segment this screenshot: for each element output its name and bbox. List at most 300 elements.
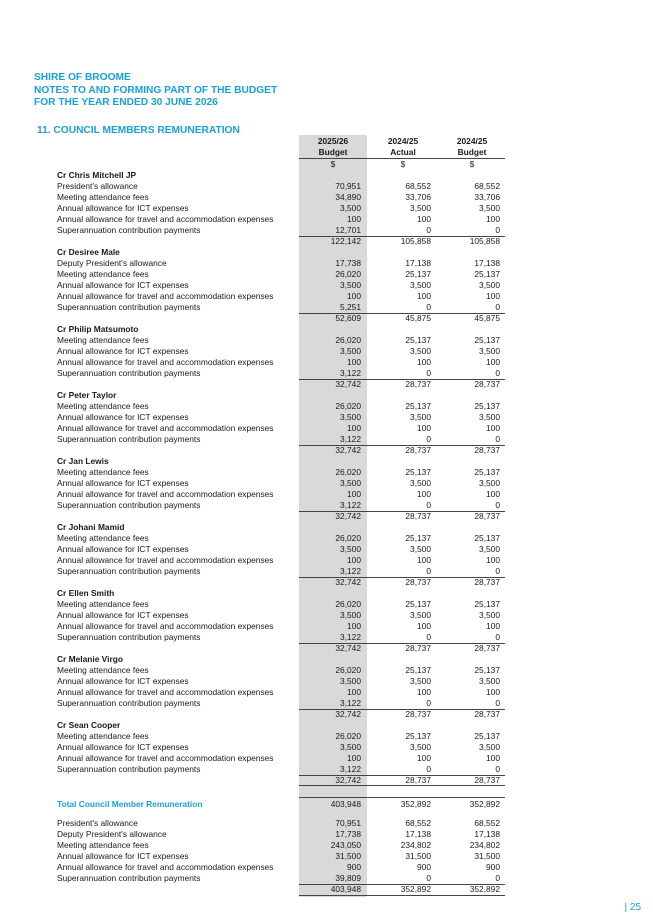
- row-label: Superannuation contribution payments: [57, 632, 201, 642]
- value-2025-26-budget: 32,742: [335, 775, 361, 785]
- value-2025-26-budget: 26,020: [335, 533, 361, 543]
- value-2024-25-actual: 25,137: [405, 665, 431, 675]
- member-name: Cr Sean Cooper: [57, 720, 121, 730]
- value-2025-26-budget: 403,948: [330, 799, 361, 809]
- value-2025-26-budget: 26,020: [335, 467, 361, 477]
- value-2024-25-actual: 3,500: [410, 544, 431, 554]
- table-row: [0, 555, 653, 566]
- value-2025-26-budget: 3,500: [340, 676, 361, 686]
- header-line-2: NOTES TO AND FORMING PART OF THE BUDGET: [34, 84, 278, 96]
- column-header-2025-26-budget: [299, 136, 367, 158]
- row-label: Meeting attendance fees: [57, 192, 149, 202]
- value-2025-26-budget: 100: [347, 214, 361, 224]
- value-2024-25-actual: 28,737: [405, 643, 431, 653]
- value-2024-25-actual: 28,737: [405, 445, 431, 455]
- value-2025-26-budget: 100: [347, 687, 361, 697]
- grand-total-row: [0, 799, 653, 810]
- value-2024-25-actual: 100: [417, 621, 431, 631]
- value-2024-25-budget: 25,137: [474, 599, 500, 609]
- table-row: [0, 368, 653, 379]
- row-label: Annual allowance for ICT expenses: [57, 851, 189, 861]
- value-2025-26-budget: 3,500: [340, 610, 361, 620]
- value-2024-25-budget: 17,138: [474, 258, 500, 268]
- table-row: [0, 753, 653, 764]
- row-label: Meeting attendance fees: [57, 599, 149, 609]
- table-row: [0, 489, 653, 500]
- row-label: Annual allowance for travel and accommodation expenses: [57, 862, 274, 872]
- row-label: Meeting attendance fees: [57, 335, 149, 345]
- value-2024-25-budget: 25,137: [474, 731, 500, 741]
- subtotal-row: [0, 643, 653, 654]
- table-row: [0, 346, 653, 357]
- value-2025-26-budget: 32,742: [335, 379, 361, 389]
- value-2024-25-budget: 100: [486, 621, 500, 631]
- value-2024-25-budget: 100: [486, 357, 500, 367]
- row-label: Annual allowance for travel and accommodation expenses: [57, 214, 274, 224]
- member-name: Cr Chris Mitchell JP: [57, 170, 137, 180]
- value-2024-25-budget: 25,137: [474, 269, 500, 279]
- value-2024-25-actual: 45,875: [405, 313, 431, 323]
- row-label: Deputy President's allowance: [57, 829, 167, 839]
- value-2024-25-actual: 0: [426, 698, 431, 708]
- row-label: Annual allowance for travel and accommodation expenses: [57, 753, 274, 763]
- table-row: [0, 687, 653, 698]
- member-name-row: [0, 720, 653, 731]
- member-name: Cr Johani Mamid: [57, 522, 125, 532]
- value-2025-26-budget: 26,020: [335, 335, 361, 345]
- value-2024-25-budget: 0: [495, 302, 500, 312]
- subtotal-row: [0, 445, 653, 456]
- value-2025-26-budget: 26,020: [335, 665, 361, 675]
- row-label: Annual allowance for travel and accommodation expenses: [57, 357, 274, 367]
- value-2024-25-budget: 28,737: [474, 511, 500, 521]
- value-2024-25-budget: 68,552: [474, 818, 500, 828]
- value-2025-26-budget: 3,500: [340, 478, 361, 488]
- value-2025-26-budget: 5,251: [340, 302, 361, 312]
- table-row: [0, 214, 653, 225]
- unit-label: $: [330, 159, 336, 169]
- member-name-row: [0, 522, 653, 533]
- table-row: [0, 467, 653, 478]
- table-row: [0, 401, 653, 412]
- value-2025-26-budget: 243,050: [330, 840, 361, 850]
- value-2024-25-actual: 3,500: [410, 742, 431, 752]
- value-2024-25-actual: 0: [426, 764, 431, 774]
- column-header-year: 2025/26: [317, 136, 349, 146]
- value-2024-25-actual: 100: [417, 214, 431, 224]
- value-2024-25-actual: 100: [417, 423, 431, 433]
- value-2024-25-budget: 100: [486, 214, 500, 224]
- row-label: Meeting attendance fees: [57, 731, 149, 741]
- value-2024-25-actual: 68,552: [405, 818, 431, 828]
- row-label: Annual allowance for ICT expenses: [57, 676, 189, 686]
- value-2025-26-budget: 100: [347, 753, 361, 763]
- value-2024-25-actual: 100: [417, 357, 431, 367]
- value-2025-26-budget: 52,609: [335, 313, 361, 323]
- row-label: Meeting attendance fees: [57, 665, 149, 675]
- value-2025-26-budget: 122,142: [330, 236, 361, 246]
- value-2025-26-budget: 70,951: [335, 818, 361, 828]
- value-2024-25-budget: 28,737: [474, 577, 500, 587]
- value-2024-25-budget: 3,500: [479, 346, 500, 356]
- member-name: Cr Desiree Male: [57, 247, 120, 257]
- subtotal-row: [0, 313, 653, 324]
- value-2024-25-actual: 17,138: [405, 258, 431, 268]
- value-2024-25-actual: 100: [417, 555, 431, 565]
- table-row: [0, 851, 653, 862]
- value-2024-25-budget: 68,552: [474, 181, 500, 191]
- row-label: Superannuation contribution payments: [57, 368, 201, 378]
- value-2024-25-budget: 0: [495, 873, 500, 883]
- row-label: President's allowance: [57, 818, 138, 828]
- table-row: [0, 764, 653, 775]
- column-header-type: Budget: [318, 147, 348, 157]
- table-row: [0, 412, 653, 423]
- value-2024-25-budget: 100: [486, 753, 500, 763]
- table-row: [0, 533, 653, 544]
- row-label: Annual allowance for travel and accommodation expenses: [57, 291, 274, 301]
- row-label: Superannuation contribution payments: [57, 566, 201, 576]
- table-row: [0, 676, 653, 687]
- value-2024-25-budget: 33,706: [474, 192, 500, 202]
- value-2024-25-actual: 25,137: [405, 467, 431, 477]
- value-2025-26-budget: 39,809: [335, 873, 361, 883]
- value-2025-26-budget: 26,020: [335, 599, 361, 609]
- value-2025-26-budget: 3,500: [340, 346, 361, 356]
- value-2024-25-actual: 28,737: [405, 775, 431, 785]
- value-2024-25-actual: 3,500: [410, 676, 431, 686]
- value-2024-25-actual: 28,737: [405, 577, 431, 587]
- grand-total-rule: [299, 797, 505, 798]
- value-2024-25-actual: 100: [417, 687, 431, 697]
- value-2025-26-budget: 3,122: [340, 566, 361, 576]
- value-2025-26-budget: 403,948: [330, 884, 361, 894]
- value-2025-26-budget: 100: [347, 423, 361, 433]
- value-2024-25-actual: 28,737: [405, 511, 431, 521]
- table-row: [0, 665, 653, 676]
- subtotal-row: [0, 379, 653, 390]
- document-header: [34, 72, 277, 110]
- row-label: Superannuation contribution payments: [57, 434, 201, 444]
- value-2024-25-budget: 352,892: [469, 884, 500, 894]
- row-label: Meeting attendance fees: [57, 840, 149, 850]
- value-2024-25-actual: 3,500: [410, 203, 431, 213]
- value-2024-25-actual: 0: [426, 434, 431, 444]
- row-label: President's allowance: [57, 181, 138, 191]
- value-2024-25-actual: 33,706: [405, 192, 431, 202]
- row-label: Annual allowance for travel and accommodation expenses: [57, 423, 274, 433]
- table-row: [0, 840, 653, 851]
- value-2024-25-budget: 25,137: [474, 533, 500, 543]
- table-row: [0, 610, 653, 621]
- row-label: Meeting attendance fees: [57, 269, 149, 279]
- value-2025-26-budget: 70,951: [335, 181, 361, 191]
- value-2024-25-actual: 352,892: [400, 884, 431, 894]
- row-label: Superannuation contribution payments: [57, 302, 201, 312]
- table-row: [0, 566, 653, 577]
- value-2024-25-budget: 352,892: [469, 799, 500, 809]
- member-name-row: [0, 390, 653, 401]
- value-2025-26-budget: 3,122: [340, 632, 361, 642]
- value-2025-26-budget: 3,500: [340, 742, 361, 752]
- value-2024-25-actual: 68,552: [405, 181, 431, 191]
- value-2024-25-budget: 28,737: [474, 643, 500, 653]
- value-2024-25-actual: 100: [417, 753, 431, 763]
- value-2025-26-budget: 12,701: [335, 225, 361, 235]
- value-2024-25-budget: 900: [486, 862, 500, 872]
- value-2024-25-actual: 0: [426, 632, 431, 642]
- value-2024-25-budget: 25,137: [474, 467, 500, 477]
- row-label: Superannuation contribution payments: [57, 764, 201, 774]
- value-2024-25-budget: 25,137: [474, 665, 500, 675]
- row-label: Annual allowance for ICT expenses: [57, 203, 189, 213]
- row-label: Meeting attendance fees: [57, 467, 149, 477]
- table-row: [0, 500, 653, 511]
- value-2024-25-budget: 0: [495, 632, 500, 642]
- value-2024-25-actual: 28,737: [405, 379, 431, 389]
- value-2024-25-budget: 28,737: [474, 775, 500, 785]
- value-2025-26-budget: 32,742: [335, 511, 361, 521]
- member-name-row: [0, 170, 653, 181]
- value-2024-25-actual: 3,500: [410, 280, 431, 290]
- row-label: Annual allowance for ICT expenses: [57, 478, 189, 488]
- value-2024-25-actual: 900: [417, 862, 431, 872]
- value-2024-25-budget: 234,802: [469, 840, 500, 850]
- column-header-type: Budget: [457, 147, 487, 157]
- value-2025-26-budget: 3,122: [340, 368, 361, 378]
- row-label: Annual allowance for travel and accommodation expenses: [57, 621, 274, 631]
- value-2024-25-actual: 3,500: [410, 346, 431, 356]
- value-2024-25-budget: 3,500: [479, 478, 500, 488]
- table-row: [0, 357, 653, 368]
- value-2025-26-budget: 3,500: [340, 412, 361, 422]
- value-2025-26-budget: 100: [347, 621, 361, 631]
- value-2024-25-actual: 100: [417, 291, 431, 301]
- table-row: [0, 203, 653, 214]
- column-header-2024-25-actual: [369, 136, 437, 158]
- header-line-3: FOR THE YEAR ENDED 30 JUNE 2026: [34, 97, 218, 109]
- table-row: [0, 291, 653, 302]
- value-2024-25-budget: 3,500: [479, 280, 500, 290]
- value-2024-25-actual: 25,137: [405, 401, 431, 411]
- table-row: [0, 731, 653, 742]
- value-2024-25-budget: 3,500: [479, 544, 500, 554]
- value-2024-25-actual: 234,802: [400, 840, 431, 850]
- row-label: Superannuation contribution payments: [57, 698, 201, 708]
- value-2024-25-actual: 0: [426, 302, 431, 312]
- value-2024-25-budget: 0: [495, 698, 500, 708]
- subtotal-row: [0, 511, 653, 522]
- member-name-row: [0, 324, 653, 335]
- value-2024-25-actual: 0: [426, 500, 431, 510]
- header-line-1: SHIRE OF BROOME: [34, 72, 131, 83]
- value-2024-25-actual: 25,137: [405, 599, 431, 609]
- value-2024-25-budget: 25,137: [474, 335, 500, 345]
- row-label: Annual allowance for ICT expenses: [57, 346, 189, 356]
- value-2025-26-budget: 3,122: [340, 764, 361, 774]
- value-2025-26-budget: 3,500: [340, 203, 361, 213]
- value-2025-26-budget: 31,500: [335, 851, 361, 861]
- value-2024-25-budget: 3,500: [479, 676, 500, 686]
- value-2024-25-actual: 25,137: [405, 335, 431, 345]
- value-2024-25-budget: 100: [486, 687, 500, 697]
- value-2024-25-actual: 31,500: [405, 851, 431, 861]
- value-2025-26-budget: 100: [347, 291, 361, 301]
- value-2024-25-actual: 17,138: [405, 829, 431, 839]
- value-2025-26-budget: 17,738: [335, 829, 361, 839]
- subtotal-row: [0, 884, 653, 895]
- value-2024-25-actual: 3,500: [410, 610, 431, 620]
- value-2024-25-budget: 25,137: [474, 401, 500, 411]
- value-2024-25-actual: 352,892: [400, 799, 431, 809]
- value-2024-25-budget: 28,737: [474, 445, 500, 455]
- value-2024-25-actual: 3,500: [410, 478, 431, 488]
- value-2025-26-budget: 32,742: [335, 709, 361, 719]
- summary-bottom-rule: [299, 895, 505, 896]
- value-2024-25-actual: 0: [426, 566, 431, 576]
- member-name-row: [0, 588, 653, 599]
- value-2025-26-budget: 100: [347, 357, 361, 367]
- value-2025-26-budget: 26,020: [335, 401, 361, 411]
- row-label: Total Council Member Remuneration: [57, 799, 203, 809]
- value-2024-25-budget: 28,737: [474, 379, 500, 389]
- member-name-row: [0, 654, 653, 665]
- row-label: Superannuation contribution payments: [57, 500, 201, 510]
- row-label: Annual allowance for ICT expenses: [57, 610, 189, 620]
- row-label: Superannuation contribution payments: [57, 873, 201, 883]
- row-label: Deputy President's allowance: [57, 258, 167, 268]
- table-row: [0, 280, 653, 291]
- value-2024-25-budget: 100: [486, 291, 500, 301]
- subtotal-row: [0, 709, 653, 720]
- table-row: [0, 698, 653, 709]
- table-row: [0, 873, 653, 884]
- table-row: [0, 258, 653, 269]
- value-2024-25-actual: 25,137: [405, 533, 431, 543]
- value-2024-25-budget: 0: [495, 225, 500, 235]
- value-2024-25-budget: 3,500: [479, 610, 500, 620]
- subtotal-row: [0, 577, 653, 588]
- value-2024-25-budget: 100: [486, 423, 500, 433]
- value-2024-25-budget: 3,500: [479, 742, 500, 752]
- value-2024-25-budget: 0: [495, 434, 500, 444]
- table-row: [0, 423, 653, 434]
- value-2025-26-budget: 100: [347, 555, 361, 565]
- table-row: [0, 818, 653, 829]
- column-header-type: Actual: [390, 147, 416, 157]
- value-2024-25-actual: 100: [417, 489, 431, 499]
- value-2025-26-budget: 32,742: [335, 577, 361, 587]
- value-2024-25-actual: 28,737: [405, 709, 431, 719]
- value-2024-25-budget: 45,875: [474, 313, 500, 323]
- table-row: [0, 225, 653, 236]
- table-row: [0, 599, 653, 610]
- value-2024-25-budget: 0: [495, 566, 500, 576]
- member-name-row: [0, 247, 653, 258]
- row-label: Annual allowance for travel and accommodation expenses: [57, 489, 274, 499]
- table-row: [0, 269, 653, 280]
- value-2025-26-budget: 3,122: [340, 500, 361, 510]
- table-row: [0, 335, 653, 346]
- section-end-rule: [299, 785, 505, 786]
- value-2025-26-budget: 34,890: [335, 192, 361, 202]
- table-row: [0, 621, 653, 632]
- value-2024-25-budget: 105,858: [469, 236, 500, 246]
- value-2025-26-budget: 3,500: [340, 544, 361, 554]
- value-2025-26-budget: 900: [347, 862, 361, 872]
- row-label: Meeting attendance fees: [57, 401, 149, 411]
- value-2024-25-actual: 3,500: [410, 412, 431, 422]
- column-header-year: 2024/25: [387, 136, 419, 146]
- row-label: Meeting attendance fees: [57, 533, 149, 543]
- table-row: [0, 478, 653, 489]
- column-header-2024-25-budget: [438, 136, 506, 158]
- value-2024-25-budget: 3,500: [479, 412, 500, 422]
- value-2024-25-actual: 0: [426, 225, 431, 235]
- row-label: Annual allowance for ICT expenses: [57, 412, 189, 422]
- member-name: Cr Melanie Virgo: [57, 654, 123, 664]
- member-name-row: [0, 456, 653, 467]
- row-label: Annual allowance for ICT expenses: [57, 544, 189, 554]
- value-2025-26-budget: 26,020: [335, 731, 361, 741]
- value-2024-25-budget: 17,138: [474, 829, 500, 839]
- value-2024-25-actual: 25,137: [405, 731, 431, 741]
- column-header-year: 2024/25: [456, 136, 488, 146]
- member-name: Cr Philip Matsumoto: [57, 324, 139, 334]
- value-2024-25-budget: 31,500: [474, 851, 500, 861]
- section-title: 11. COUNCIL MEMBERS REMUNERATION: [37, 125, 240, 136]
- table-row: [0, 862, 653, 873]
- value-2025-26-budget: 32,742: [335, 643, 361, 653]
- value-2025-26-budget: 3,500: [340, 280, 361, 290]
- row-label: Annual allowance for travel and accommodation expenses: [57, 555, 274, 565]
- table-row: [0, 181, 653, 192]
- value-2024-25-budget: 0: [495, 764, 500, 774]
- member-name: Cr Peter Taylor: [57, 390, 117, 400]
- subtotal-row: [0, 236, 653, 247]
- value-2024-25-budget: 28,737: [474, 709, 500, 719]
- table-row: [0, 434, 653, 445]
- value-2025-26-budget: 100: [347, 489, 361, 499]
- value-2025-26-budget: 17,738: [335, 258, 361, 268]
- value-2025-26-budget: 32,742: [335, 445, 361, 455]
- value-2024-25-budget: 0: [495, 500, 500, 510]
- member-name: Cr Jan Lewis: [57, 456, 109, 466]
- row-label: Annual allowance for ICT expenses: [57, 280, 189, 290]
- page-number: | 25: [624, 902, 641, 913]
- value-2024-25-actual: 0: [426, 873, 431, 883]
- value-2024-25-budget: 3,500: [479, 203, 500, 213]
- value-2024-25-actual: 105,858: [400, 236, 431, 246]
- table-row: [0, 632, 653, 643]
- row-label: Superannuation contribution payments: [57, 225, 201, 235]
- value-2025-26-budget: 3,122: [340, 698, 361, 708]
- unit-label: $: [469, 159, 475, 169]
- value-2024-25-actual: 25,137: [405, 269, 431, 279]
- table-row: [0, 742, 653, 753]
- row-label: Annual allowance for ICT expenses: [57, 742, 189, 752]
- row-label: Annual allowance for travel and accommodation expenses: [57, 687, 274, 697]
- table-row: [0, 544, 653, 555]
- table-row: [0, 302, 653, 313]
- unit-label: $: [400, 159, 406, 169]
- value-2024-25-budget: 0: [495, 368, 500, 378]
- table-row: [0, 829, 653, 840]
- value-2024-25-budget: 100: [486, 489, 500, 499]
- table-row: [0, 192, 653, 203]
- value-2025-26-budget: 3,122: [340, 434, 361, 444]
- member-name: Cr Ellen Smith: [57, 588, 115, 598]
